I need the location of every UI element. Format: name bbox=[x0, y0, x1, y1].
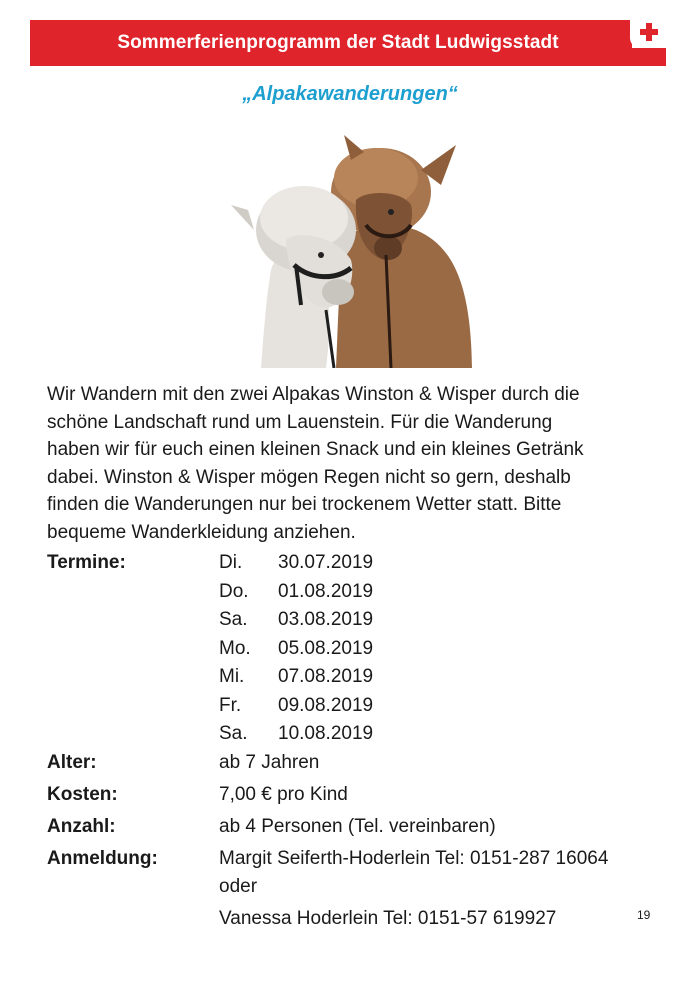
date-value: 30.07.2019 bbox=[278, 552, 374, 573]
anmeldung-contact: Margit Seiferth-Hoderlein Tel: 0151-287 16064 bbox=[219, 848, 609, 869]
cross-tab bbox=[632, 20, 666, 48]
date-day: Mo. bbox=[219, 637, 251, 659]
date-value: 07.08.2019 bbox=[278, 666, 374, 687]
kosten-value: 7,00 € pro Kind bbox=[219, 784, 348, 805]
kosten-label: Kosten: bbox=[47, 784, 118, 805]
date-value: 10.08.2019 bbox=[278, 723, 374, 744]
date-value: 05.08.2019 bbox=[278, 637, 374, 659]
description-line: haben wir für euch einen kleinen Snack und ein kleines Getränk bbox=[47, 439, 584, 461]
description-line: Wir Wandern mit den zwei Alpakas Winston & Wisper durch die bbox=[47, 384, 580, 405]
date-value: 03.08.2019 bbox=[278, 609, 374, 630]
red-cross-icon bbox=[640, 23, 658, 41]
header-bar bbox=[30, 20, 666, 66]
description-line: dabei. Winston & Wisper mögen Regen nicht so gern, deshalb bbox=[47, 466, 571, 488]
alter-value: ab 7 Jahren bbox=[219, 751, 320, 773]
anmeldung-label: Anmeldung: bbox=[47, 848, 158, 869]
date-day: Sa. bbox=[219, 723, 248, 744]
description bbox=[47, 381, 659, 547]
page-subtitle: „Alpakawanderungen“ bbox=[242, 83, 458, 105]
date-day: Sa. bbox=[219, 609, 248, 630]
anmeldung-contact: Vanessa Hoderlein Tel: 0151-57 619927 bbox=[219, 908, 557, 929]
anmeldung-oder: oder bbox=[219, 876, 258, 897]
alpaca-photo bbox=[226, 130, 474, 368]
description-line: finden die Wanderungen nur bei trockenem Wetter statt. Bitte bbox=[47, 494, 562, 516]
date-day: Do. bbox=[219, 580, 249, 602]
date-day: Mi. bbox=[219, 666, 245, 687]
anzahl-value: ab 4 Personen (Tel. vereinbaren) bbox=[219, 816, 496, 837]
header-title: Sommerferienprogramm der Stadt Ludwigsstadt bbox=[117, 32, 559, 53]
alter-label: Alter: bbox=[47, 751, 97, 773]
anzahl-label: Anzahl: bbox=[47, 816, 116, 837]
description-line: bequeme Wanderkleidung anziehen. bbox=[47, 521, 356, 543]
termine-label: Termine: bbox=[47, 552, 126, 573]
description-line: schöne Landschaft rund um Lauenstein. Für die Wanderung bbox=[47, 411, 553, 433]
date-day: Fr. bbox=[219, 694, 242, 716]
date-value: 01.08.2019 bbox=[278, 580, 374, 602]
date-value: 09.08.2019 bbox=[278, 694, 374, 716]
page-number: 19 bbox=[637, 908, 651, 922]
date-day: Di. bbox=[219, 552, 243, 573]
